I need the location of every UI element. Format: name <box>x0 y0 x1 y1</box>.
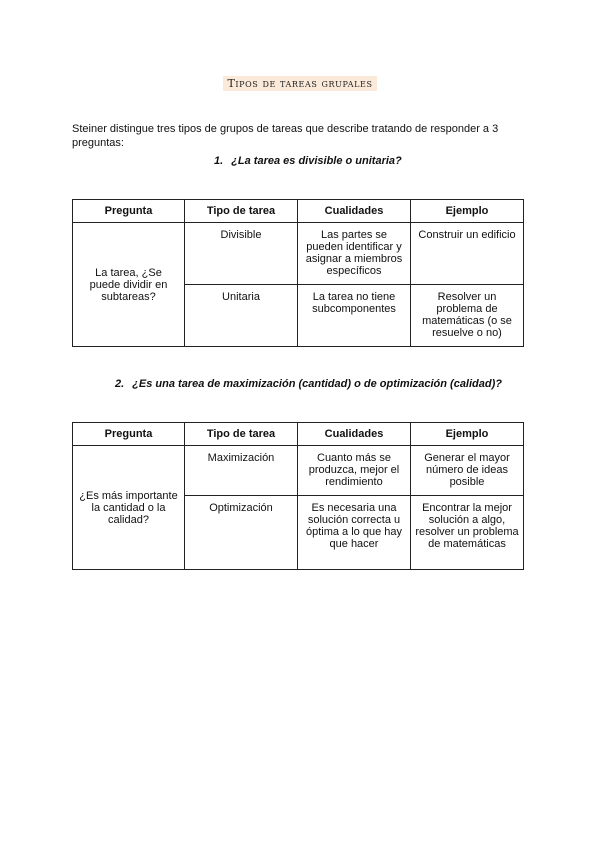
cell-pregunta: La tarea, ¿Se puede dividir en subtareas? <box>73 223 185 347</box>
question-text: ¿Es una tarea de maximización (cantidad) o de optimización (calidad)? <box>132 378 502 390</box>
cell-tipo: Maximización <box>185 446 298 496</box>
header-ejemplo: Ejemplo <box>411 200 524 223</box>
question-number: 2. <box>115 378 125 390</box>
table-row <box>73 223 524 285</box>
cell-ejemplo: Generar el mayor número de ideas posible <box>411 446 524 496</box>
cell-cualidades: Cuanto más se produzca, mejor el rendimiento <box>298 446 411 496</box>
header-pregunta: Pregunta <box>73 200 185 223</box>
page-title-wrapper <box>0 74 600 92</box>
cell-cualidades: Es necesaria una solución correcta u óptima a lo que hay que hacer <box>298 496 411 570</box>
header-tipo: Tipo de tarea <box>185 200 298 223</box>
cell-tipo: Optimización <box>185 496 298 570</box>
cell-tipo: Divisible <box>185 223 298 285</box>
header-ejemplo: Ejemplo <box>411 423 524 446</box>
question-1 <box>214 155 402 167</box>
cell-ejemplo: Resolver un problema de matemáticas (o se resuelve o no) <box>411 285 524 347</box>
page-title: Tipos de tareas grupales <box>223 76 376 91</box>
task-table-2 <box>72 422 524 570</box>
header-cualidades: Cualidades <box>298 423 411 446</box>
table-header-row <box>73 423 524 446</box>
header-tipo: Tipo de tarea <box>185 423 298 446</box>
question-2 <box>115 378 502 390</box>
table-row <box>73 446 524 496</box>
cell-cualidades: Las partes se pueden identificar y asignar a miembros específicos <box>298 223 411 285</box>
table-header-row <box>73 200 524 223</box>
cell-ejemplo: Construir un edificio <box>411 223 524 285</box>
question-text: ¿La tarea es divisible o unitaria? <box>231 155 402 167</box>
cell-ejemplo: Encontrar la mejor solución a algo, resolver un problema de matemáticas <box>411 496 524 570</box>
cell-tipo: Unitaria <box>185 285 298 347</box>
header-cualidades: Cualidades <box>298 200 411 223</box>
cell-pregunta: ¿Es más importante la cantidad o la calidad? <box>73 446 185 570</box>
question-number: 1. <box>214 155 224 167</box>
task-table-1 <box>72 199 524 347</box>
intro-paragraph: Steiner distingue tres tipos de grupos de tareas que describe tratando de responder a 3 preguntas: <box>72 123 499 149</box>
cell-cualidades: La tarea no tiene subcomponentes <box>298 285 411 347</box>
header-pregunta: Pregunta <box>73 423 185 446</box>
